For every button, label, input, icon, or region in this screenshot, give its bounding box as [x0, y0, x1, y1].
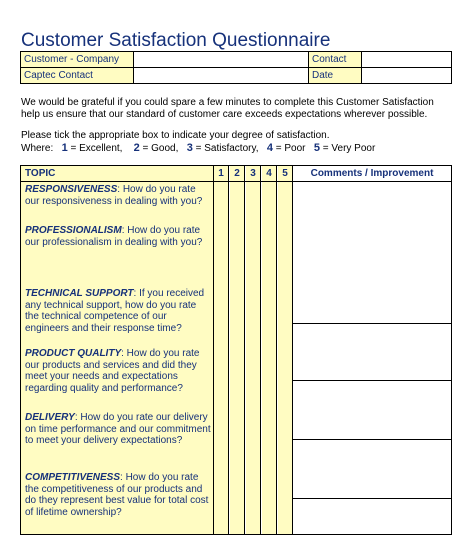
date-field[interactable]: [362, 68, 452, 84]
question-professionalism: [25, 225, 211, 248]
contact-field[interactable]: [362, 52, 452, 68]
comments-header: Comments / Improvement: [310, 168, 434, 179]
key-num-4: 4: [266, 142, 273, 154]
date-label: Date: [309, 68, 362, 84]
rating-column-5[interactable]: [278, 166, 293, 534]
comments-row-divider: [293, 323, 452, 324]
rating-key: [21, 142, 375, 154]
topic-header: TOPIC: [25, 168, 56, 179]
question-text: : How do you rate the competitiveness of our products and do they represent best value for total cost of lifetime ownership?: [25, 472, 209, 518]
question-technical-support: [25, 288, 211, 334]
comments-row-divider: [293, 439, 452, 440]
comments-row-divider: [293, 498, 452, 499]
question-topic: PROFESSIONALISM: [25, 225, 122, 236]
question-competitiveness: [25, 472, 211, 518]
rating-header-5: 5: [282, 168, 288, 179]
key-label-5: = Very Poor: [322, 143, 376, 154]
question-responsiveness: [25, 184, 211, 207]
intro-line-3: Please tick the appropriate box to indicate your degree of satisfaction.: [21, 130, 330, 141]
question-topic: COMPETITIVENESS: [25, 472, 121, 483]
key-num-3: 3: [186, 142, 193, 154]
rating-column-1[interactable]: [214, 166, 229, 534]
key-label-4: = Poor: [275, 143, 306, 154]
question-topic: DELIVERY: [25, 412, 75, 423]
rating-header-3: 3: [250, 168, 256, 179]
question-delivery: [25, 412, 211, 447]
comments-column[interactable]: [293, 166, 451, 534]
captec-contact-field[interactable]: [134, 68, 309, 84]
intro-line-1: We would be grateful if you could spare a few minutes to complete this Customer Satisfaction: [21, 97, 434, 108]
captec-contact-label: Captec Contact: [21, 68, 134, 84]
question-topic: TECHNICAL SUPPORT: [25, 288, 134, 299]
intro-line-2: help us ensure that our standard of customer care exceeds expectations wherever possible.: [21, 109, 428, 120]
rating-column-2[interactable]: [230, 166, 245, 534]
key-label-2: = Good,: [142, 143, 179, 154]
comments-row-divider: [293, 380, 452, 381]
question-text: : How do you rate our products and services and did they meet your needs and expectations regarding quality and performance?: [25, 348, 200, 394]
question-product-quality: [25, 348, 211, 394]
key-label-1: = Excellent,: [70, 143, 123, 154]
question-text: : If you received any technical support, how do you rate the technical competence of our engineers and their response time?: [25, 288, 205, 334]
key-num-5: 5: [313, 142, 320, 154]
rating-header-1: 1: [218, 168, 224, 179]
rating-header-2: 2: [234, 168, 240, 179]
header-fields-table: [20, 51, 452, 84]
question-topic: RESPONSIVENESS: [25, 184, 118, 195]
contact-label: Contact: [309, 52, 362, 68]
key-num-1: 1: [61, 142, 68, 154]
customer-company-label: Customer - Company: [21, 52, 134, 68]
page-title: Customer Satisfaction Questionnaire: [21, 30, 331, 51]
rating-column-3[interactable]: [246, 166, 261, 534]
rating-column-4[interactable]: [262, 166, 277, 534]
rating-header-4: 4: [266, 168, 272, 179]
question-text: : How do you rate our delivery on time performance and our commitment to meet your delivery expectations?: [25, 412, 211, 446]
question-text: : How do you rate our professionalism in dealing with you?: [25, 225, 203, 248]
key-where: Where:: [21, 143, 54, 154]
question-text: : How do you rate our responsiveness in dealing with you?: [25, 184, 203, 207]
key-label-3: = Satisfactory,: [195, 143, 259, 154]
key-num-2: 2: [133, 142, 140, 154]
rating-table: [20, 165, 452, 535]
customer-company-field[interactable]: [134, 52, 309, 68]
question-topic: PRODUCT QUALITY: [25, 348, 122, 359]
